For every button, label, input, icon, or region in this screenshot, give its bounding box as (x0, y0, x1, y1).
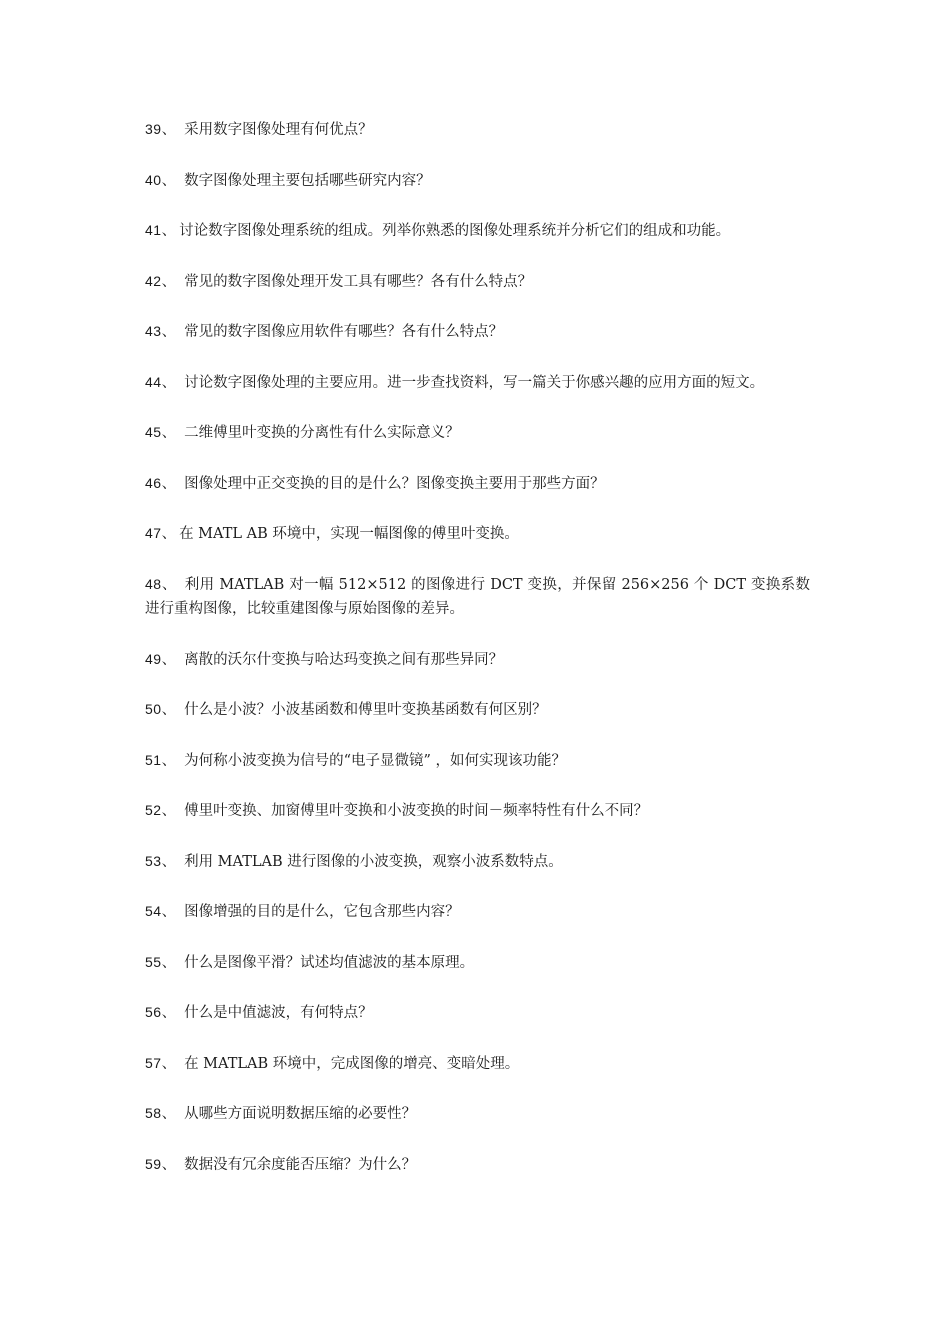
question-separator: 、 (161, 526, 177, 542)
question-number: 56 (145, 1004, 162, 1020)
question-separator: 、 (161, 702, 177, 718)
question-text: 什么是中值滤波，有何特点？ (184, 1005, 373, 1021)
question-text: 图像处理中正交变换的目的是什么？图像变换主要用于那些方面？ (184, 475, 605, 492)
question-text: 常见的数字图像处理开发工具有哪些？各有什么特点？ (184, 273, 533, 290)
question-item (145, 319, 810, 345)
question-separator: 、 (161, 904, 177, 920)
question-number: 40 (145, 171, 162, 188)
question-list (145, 117, 810, 1202)
question-text: 二维傅里叶变换的分离性有什么实际意义？ (184, 425, 460, 441)
question-number: 48 (145, 575, 162, 592)
question-text: 什么是小波？小波基函数和傅里叶变换基函数有何区别？ (184, 702, 547, 718)
question-separator: 、 (161, 1055, 177, 1072)
question-item (145, 521, 810, 547)
question-item (145, 950, 810, 976)
question-separator: 、 (161, 122, 177, 138)
question-separator: 、 (161, 223, 177, 239)
question-number: 46 (145, 474, 162, 491)
question-number: 45 (145, 424, 162, 440)
question-number: 42 (145, 272, 162, 289)
question-item (145, 798, 810, 824)
question-number: 55 (145, 953, 162, 970)
question-text: 利用 MATLAB 对一幅 512×512 的图像进行 DCT 变换，并保留 256×256 个 DCT 变换系数进行重构图像，比较重建图像与原始图像的差异。 (145, 576, 811, 617)
question-separator: 、 (161, 803, 177, 819)
question-item (145, 1000, 810, 1026)
question-number: 43 (145, 323, 162, 339)
question-separator: 、 (161, 954, 177, 971)
question-item (145, 647, 810, 673)
question-text: 采用数字图像处理有何优点？ (184, 122, 373, 138)
question-item (145, 218, 810, 244)
question-separator: 、 (161, 576, 177, 593)
question-text: 数据没有冗余度能否压缩？为什么？ (184, 1156, 417, 1173)
question-text: 在 MATL AB 环境中，实现一幅图像的傅里叶变换。 (179, 526, 519, 542)
question-text: 常见的数字图像应用软件有哪些？各有什么特点？ (184, 324, 504, 340)
question-number: 53 (145, 852, 162, 869)
question-item (145, 471, 810, 497)
question-text: 为何称小波变换为信号的“电子显微镜” ，如何实现该功能？ (184, 752, 567, 769)
question-number: 50 (145, 701, 162, 717)
question-separator: 、 (161, 1005, 177, 1021)
question-text: 傅里叶变换、加窗傅里叶变换和小波变换的时间－频率特性有什么不同？ (184, 803, 649, 819)
question-text: 讨论数字图像处理系统的组成。列举你熟悉的图像处理系统并分析它们的组成和功能。 (179, 223, 731, 239)
question-item (145, 420, 810, 446)
question-separator: 、 (161, 1156, 177, 1173)
question-text: 从哪些方面说明数据压缩的必要性？ (184, 1106, 417, 1122)
question-separator: 、 (161, 475, 177, 492)
question-item (145, 168, 810, 194)
question-number: 49 (145, 650, 162, 667)
question-separator: 、 (161, 324, 177, 340)
question-number: 59 (145, 1155, 162, 1172)
question-item (145, 748, 810, 774)
question-number: 51 (145, 751, 162, 768)
question-separator: 、 (161, 752, 177, 769)
question-text: 数字图像处理主要包括哪些研究内容？ (184, 172, 431, 189)
question-separator: 、 (161, 651, 177, 668)
question-separator: 、 (161, 374, 177, 391)
question-item (145, 572, 810, 622)
question-number: 58 (145, 1105, 162, 1121)
question-item (145, 899, 810, 925)
question-number: 52 (145, 802, 162, 818)
question-separator: 、 (161, 273, 177, 290)
question-separator: 、 (161, 853, 177, 870)
question-number: 44 (145, 373, 162, 390)
question-number: 47 (145, 525, 162, 541)
question-item (145, 1101, 810, 1127)
question-separator: 、 (161, 1106, 177, 1122)
question-separator: 、 (161, 425, 177, 441)
question-text: 讨论数字图像处理的主要应用。进一步查找资料，写一篇关于你感兴趣的应用方面的短文。 (184, 374, 765, 391)
question-item (145, 697, 810, 723)
question-item (145, 1152, 810, 1178)
question-item (145, 849, 810, 875)
question-number: 41 (145, 222, 162, 238)
question-item (145, 1051, 810, 1077)
question-number: 57 (145, 1054, 162, 1071)
question-item (145, 370, 810, 396)
question-item (145, 117, 810, 143)
question-text: 什么是图像平滑？试述均值滤波的基本原理。 (184, 954, 475, 971)
question-text: 利用 MATLAB 进行图像的小波变换，观察小波系数特点。 (184, 853, 563, 870)
question-number: 39 (145, 121, 162, 137)
question-number: 54 (145, 903, 162, 919)
question-text: 在 MATLAB 环境中，完成图像的增亮、变暗处理。 (184, 1055, 520, 1072)
question-separator: 、 (161, 172, 177, 189)
question-text: 图像增强的目的是什么，它包含那些内容？ (184, 904, 460, 920)
question-text: 离散的沃尔什变换与哈达玛变换之间有那些异同？ (184, 651, 504, 668)
question-item (145, 269, 810, 295)
